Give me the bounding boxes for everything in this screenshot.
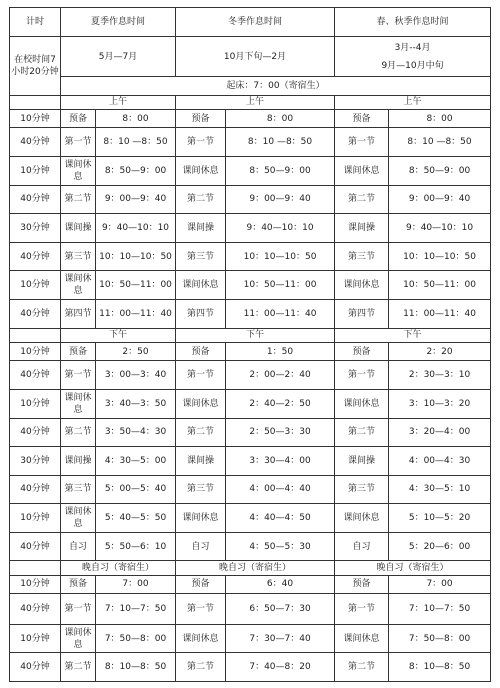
summer-period-name: 课间操 xyxy=(61,447,96,476)
evening-period-row xyxy=(10,575,491,593)
winter-period-time: 11：00—11：40 xyxy=(226,300,335,329)
winter-period-name: 预备 xyxy=(176,342,226,360)
duration-cell: 10分钟 xyxy=(10,575,61,593)
evening-period-row xyxy=(10,624,491,653)
spring-fall-period-time: 8：50—9：00 xyxy=(389,157,491,186)
spring-fall-period-time: 8：10—8：50 xyxy=(389,653,491,682)
spring-fall-range xyxy=(335,36,491,77)
winter-range: 10月下旬—2月 xyxy=(176,36,335,77)
spring-fall-period-time: 11：00—11：40 xyxy=(389,300,491,329)
summer-period-name: 第一节 xyxy=(61,361,96,390)
winter-period-name: 课间休息 xyxy=(176,504,226,533)
duration-cell: 30分钟 xyxy=(10,214,61,243)
spring-fall-period-name: 课间休息 xyxy=(335,504,389,533)
winter-period-time: 6：50—7：30 xyxy=(226,594,335,625)
summer-period-name: 预备 xyxy=(61,575,96,593)
summer-period-name: 课间休息 xyxy=(61,624,96,653)
morning-period-row xyxy=(10,271,491,300)
spring-fall-period-time: 7：50—8：00 xyxy=(389,624,491,653)
winter-period-name: 第二节 xyxy=(176,418,226,447)
spring-fall-period-name: 第二节 xyxy=(335,418,389,447)
winter-period-name: 第二节 xyxy=(176,185,226,214)
duration-cell: 10分钟 xyxy=(10,342,61,360)
winter-period-time: 7：30—7：40 xyxy=(226,624,335,653)
spring-fall-period-time: 9：40—10：10 xyxy=(389,214,491,243)
winter-period-time: 7：40—8：20 xyxy=(226,653,335,682)
header-winter: 冬季作息时间 xyxy=(176,8,335,37)
spring-fall-period-time: 4：00—4：30 xyxy=(389,447,491,476)
morning-title-row xyxy=(10,95,491,109)
fall-range: 9月—10月中旬 xyxy=(381,60,444,71)
winter-period-name: 课间操 xyxy=(176,214,226,243)
afternoon-title-row xyxy=(10,328,491,342)
winter-period-time: 6：40 xyxy=(226,575,335,593)
morning-title-summer: 上午 xyxy=(61,95,176,109)
winter-period-name: 第一节 xyxy=(176,361,226,390)
duration-cell: 10分钟 xyxy=(10,157,61,186)
summer-period-name: 预备 xyxy=(61,110,96,128)
morning-title-blank xyxy=(10,95,61,109)
morning-period-row xyxy=(10,157,491,186)
header-spring-fall: 春、秋季作息时间 xyxy=(335,8,491,37)
winter-period-time: 4：00—4：40 xyxy=(226,475,335,504)
spring-fall-period-name: 第二节 xyxy=(335,185,389,214)
afternoon-period-row xyxy=(10,475,491,504)
afternoon-period-row xyxy=(10,342,491,360)
winter-period-time: 2：40—2：50 xyxy=(226,389,335,418)
afternoon-period-row xyxy=(10,532,491,561)
duration-cell: 10分钟 xyxy=(10,389,61,418)
summer-period-time: 9：00—9：40 xyxy=(96,185,176,214)
winter-period-name: 第三节 xyxy=(176,475,226,504)
summer-period-name: 第一节 xyxy=(61,128,96,157)
morning-title-spring-fall: 上午 xyxy=(335,95,491,109)
morning-period-row xyxy=(10,242,491,271)
duration-cell: 40分钟 xyxy=(10,300,61,329)
duration-cell: 40分钟 xyxy=(10,128,61,157)
morning-period-row xyxy=(10,185,491,214)
spring-fall-period-name: 课间休息 xyxy=(335,271,389,300)
morning-period-row xyxy=(10,128,491,157)
summer-period-time: 8：00 xyxy=(96,110,176,128)
winter-period-time: 2：50—3：30 xyxy=(226,418,335,447)
spring-fall-period-time: 4：30—5：10 xyxy=(389,475,491,504)
winter-period-name: 课间休息 xyxy=(176,271,226,300)
spring-fall-period-name: 预备 xyxy=(335,110,389,128)
summer-period-name: 自习 xyxy=(61,532,96,561)
school-time-row xyxy=(10,36,491,77)
spring-fall-period-time: 3：10—3：20 xyxy=(389,389,491,418)
afternoon-period-row xyxy=(10,361,491,390)
winter-period-name: 课间休息 xyxy=(176,389,226,418)
duration-cell: 10分钟 xyxy=(10,110,61,128)
duration-cell: 40分钟 xyxy=(10,418,61,447)
summer-period-time: 7：00 xyxy=(96,575,176,593)
evening-period-row xyxy=(10,594,491,625)
duration-cell: 40分钟 xyxy=(10,532,61,561)
winter-period-name: 第三节 xyxy=(176,242,226,271)
summer-period-time: 8：10 —8：50 xyxy=(96,128,176,157)
summer-period-time: 5：00—5：40 xyxy=(96,475,176,504)
summer-period-time: 5：50—6：10 xyxy=(96,532,176,561)
spring-fall-period-name: 课间操 xyxy=(335,214,389,243)
duration-cell: 10分钟 xyxy=(10,271,61,300)
duration-cell: 40分钟 xyxy=(10,185,61,214)
winter-period-time: 8：50—9：00 xyxy=(226,157,335,186)
spring-fall-period-name: 第一节 xyxy=(335,128,389,157)
spring-fall-period-name: 第一节 xyxy=(335,361,389,390)
duration-cell: 40分钟 xyxy=(10,475,61,504)
winter-period-name: 课间休息 xyxy=(176,624,226,653)
afternoon-title-summer: 下午 xyxy=(61,328,176,342)
winter-period-time: 4：50—5：30 xyxy=(226,532,335,561)
winter-period-time: 2：00—2：40 xyxy=(226,361,335,390)
spring-fall-period-name: 课间休息 xyxy=(335,157,389,186)
morning-period-row xyxy=(10,300,491,329)
evening-title-blank xyxy=(10,561,61,575)
summer-period-name: 预备 xyxy=(61,342,96,360)
summer-period-name: 第二节 xyxy=(61,418,96,447)
summer-period-time: 8：50—9：00 xyxy=(96,157,176,186)
winter-period-time: 10：10—10：50 xyxy=(226,242,335,271)
duration-cell: 40分钟 xyxy=(10,361,61,390)
winter-period-name: 第四节 xyxy=(176,300,226,329)
spring-fall-period-name: 第二节 xyxy=(335,653,389,682)
summer-period-time: 7：50—8：00 xyxy=(96,624,176,653)
header-row xyxy=(10,8,491,37)
afternoon-title-spring-fall: 下午 xyxy=(335,328,491,342)
spring-fall-period-name: 自习 xyxy=(335,532,389,561)
summer-period-name: 第四节 xyxy=(61,300,96,329)
summer-period-name: 第二节 xyxy=(61,185,96,214)
afternoon-period-row xyxy=(10,418,491,447)
summer-period-time: 3：40—3：50 xyxy=(96,389,176,418)
afternoon-title-blank xyxy=(10,328,61,342)
afternoon-title-winter: 下午 xyxy=(176,328,335,342)
summer-period-name: 第三节 xyxy=(61,475,96,504)
winter-period-name: 预备 xyxy=(176,575,226,593)
spring-fall-period-time: 8：00 xyxy=(389,110,491,128)
summer-period-name: 课间操 xyxy=(61,214,96,243)
spring-fall-period-time: 7：00 xyxy=(389,575,491,593)
spring-fall-period-name: 预备 xyxy=(335,342,389,360)
schedule-table xyxy=(9,7,491,682)
winter-period-time: 9：40—10：10 xyxy=(226,214,335,243)
morning-period-row xyxy=(10,214,491,243)
spring-fall-period-name: 第一节 xyxy=(335,594,389,625)
winter-period-time: 4：40—4：50 xyxy=(226,504,335,533)
summer-period-time: 3：00—3：40 xyxy=(96,361,176,390)
spring-fall-period-name: 预备 xyxy=(335,575,389,593)
duration-cell: 10分钟 xyxy=(10,624,61,653)
wakeup-row xyxy=(10,77,491,95)
afternoon-period-row xyxy=(10,389,491,418)
spring-fall-period-time: 7：10—7：50 xyxy=(389,594,491,625)
duration-cell: 10分钟 xyxy=(10,504,61,533)
spring-fall-period-name: 课间操 xyxy=(335,447,389,476)
summer-period-name: 课间休息 xyxy=(61,271,96,300)
summer-period-name: 课间休息 xyxy=(61,504,96,533)
spring-fall-period-time: 5：10—5：20 xyxy=(389,504,491,533)
winter-period-time: 3：30—4：00 xyxy=(226,447,335,476)
spring-fall-period-time: 10：50—11：00 xyxy=(389,271,491,300)
summer-period-time: 3：50—4：30 xyxy=(96,418,176,447)
summer-period-time: 4：30—5：00 xyxy=(96,447,176,476)
winter-period-name: 预备 xyxy=(176,110,226,128)
summer-period-name: 第二节 xyxy=(61,653,96,682)
duration-cell: 30分钟 xyxy=(10,447,61,476)
spring-fall-period-time: 2：20 xyxy=(389,342,491,360)
summer-period-time: 7：10—7：50 xyxy=(96,594,176,625)
spring-fall-period-time: 5：20—6：00 xyxy=(389,532,491,561)
spring-fall-period-name: 第四节 xyxy=(335,300,389,329)
summer-range: 5月—7月 xyxy=(61,36,176,77)
winter-period-name: 自习 xyxy=(176,532,226,561)
spring-fall-period-time: 9：00—9：40 xyxy=(389,185,491,214)
winter-period-name: 第一节 xyxy=(176,594,226,625)
spring-fall-period-time: 8：10 —8：50 xyxy=(389,128,491,157)
spring-fall-period-name: 第三节 xyxy=(335,475,389,504)
winter-period-name: 第二节 xyxy=(176,653,226,682)
spring-range: 3月--4月 xyxy=(394,42,431,53)
summer-period-time: 11：00—11：40 xyxy=(96,300,176,329)
header-timing: 计时 xyxy=(10,8,61,37)
winter-period-time: 8：00 xyxy=(226,110,335,128)
winter-period-time: 8：10 —8：50 xyxy=(226,128,335,157)
spring-fall-period-time: 10：10—10：50 xyxy=(389,242,491,271)
wakeup-note: 起床：7：00（寄宿生） xyxy=(61,77,491,95)
evening-title-winter: 晚自习（寄宿生） xyxy=(176,561,335,575)
winter-period-time: 1：50 xyxy=(226,342,335,360)
spring-fall-period-time: 3：20—4：00 xyxy=(389,418,491,447)
duration-cell: 40分钟 xyxy=(10,653,61,682)
spring-fall-period-time: 2：30—3：10 xyxy=(389,361,491,390)
evening-period-row xyxy=(10,653,491,682)
summer-period-time: 10：10—10：50 xyxy=(96,242,176,271)
summer-period-name: 课间休息 xyxy=(61,389,96,418)
summer-period-name: 第三节 xyxy=(61,242,96,271)
school-time-label: 在校时间7小时20分钟 xyxy=(10,36,61,95)
summer-period-name: 课间休息 xyxy=(61,157,96,186)
evening-title-row xyxy=(10,561,491,575)
duration-cell: 40分钟 xyxy=(10,242,61,271)
summer-period-time: 2：50 xyxy=(96,342,176,360)
summer-period-time: 9：40—10：10 xyxy=(96,214,176,243)
duration-cell: 40分钟 xyxy=(10,594,61,625)
morning-title-winter: 上午 xyxy=(176,95,335,109)
winter-period-name: 课间休息 xyxy=(176,157,226,186)
summer-period-name: 第一节 xyxy=(61,594,96,625)
afternoon-period-row xyxy=(10,504,491,533)
winter-period-time: 10：50—11：00 xyxy=(226,271,335,300)
winter-period-name: 课间操 xyxy=(176,447,226,476)
summer-period-time: 8：10—8：50 xyxy=(96,653,176,682)
summer-period-time: 10：50—11：00 xyxy=(96,271,176,300)
header-summer: 夏季作息时间 xyxy=(61,8,176,37)
winter-period-time: 9：00—9：40 xyxy=(226,185,335,214)
evening-title-spring-fall: 晚自习（寄宿生） xyxy=(335,561,491,575)
spring-fall-period-name: 第三节 xyxy=(335,242,389,271)
afternoon-period-row xyxy=(10,447,491,476)
evening-title-summer: 晚自习（寄宿生） xyxy=(61,561,176,575)
morning-period-row xyxy=(10,110,491,128)
winter-period-name: 第一节 xyxy=(176,128,226,157)
summer-period-time: 5：40—5：50 xyxy=(96,504,176,533)
spring-fall-period-name: 课间休息 xyxy=(335,389,389,418)
spring-fall-period-name: 课间休息 xyxy=(335,624,389,653)
